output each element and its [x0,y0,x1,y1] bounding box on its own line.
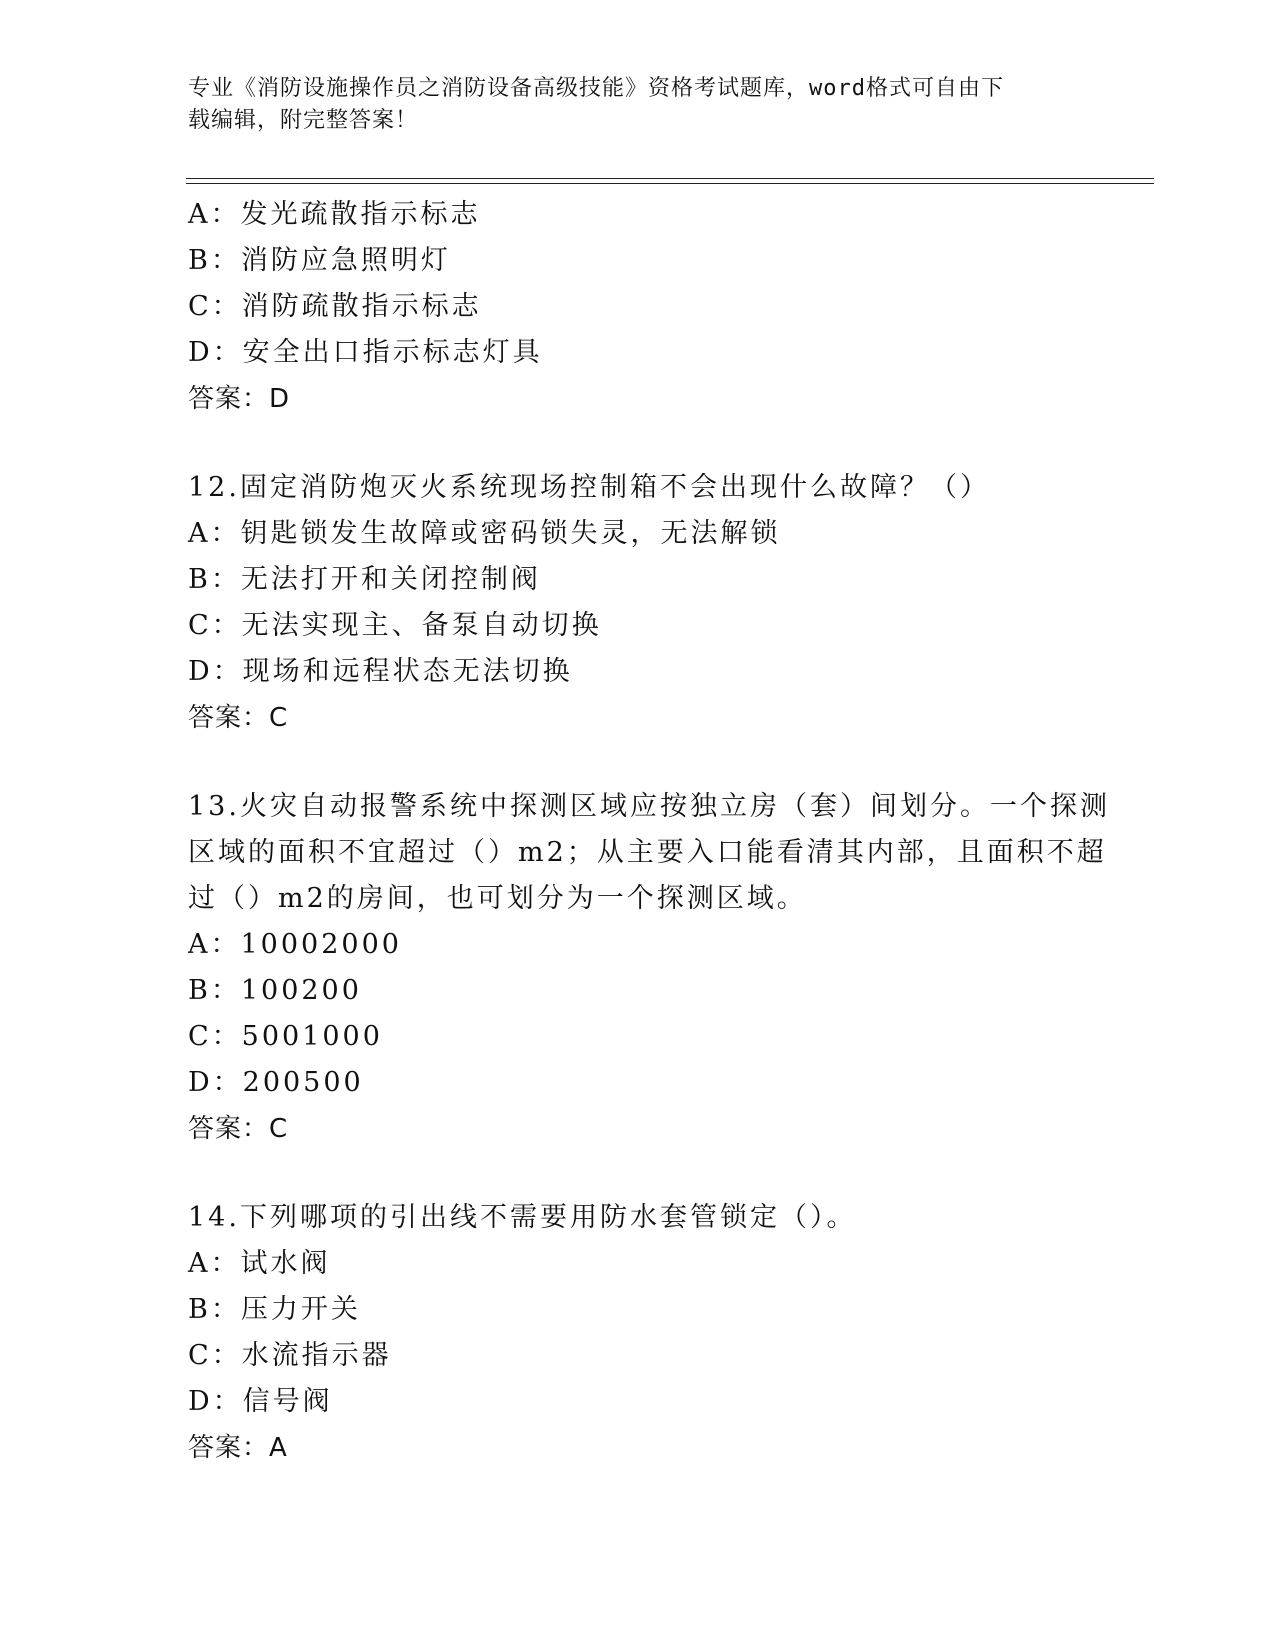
option-d: D：安全出口指示标志灯具 [188,337,543,368]
question-block-11 [188,192,1088,422]
option-c: C：5001000 [188,1021,383,1052]
question-text-line-2: 区域的面积不宜超过（）m2；从主要入口能看清其内部，且面积不超 [188,837,1107,868]
spacer [188,1152,1088,1195]
answer-line: 答案：C [188,703,289,733]
option-b: B：消防应急照明灯 [188,245,451,276]
option-c: C：消防疏散指示标志 [188,291,482,322]
option-a: A：试水阀 [188,1248,331,1279]
question-text-line-1: 13.火灾自动报警系统中探测区域应按独立房（套）间划分。一个探测 [188,791,1110,822]
header-line-2: 载编辑，附完整答案！ [188,108,419,133]
header-rule-bottom [186,183,1154,184]
option-d: D：信号阀 [188,1386,333,1417]
spacer [188,422,1088,465]
option-a: A：钥匙锁发生故障或密码锁失灵，无法解锁 [188,518,781,549]
question-block-13 [188,784,1110,1152]
answer-line: 答案：D [188,384,291,414]
option-d: D：现场和远程状态无法切换 [188,656,573,687]
answer-line: 答案：A [188,1433,288,1463]
question-block-12 [188,465,1088,741]
option-a: A：10002000 [188,929,402,960]
option-d: D：200500 [188,1067,364,1098]
option-b: B：压力开关 [188,1294,361,1325]
question-list [188,192,1110,1471]
option-a: A：发光疏散指示标志 [188,199,481,230]
question-block-14 [188,1195,1088,1471]
spacer [188,741,1088,784]
option-b: B：无法打开和关闭控制阀 [188,564,541,595]
option-c: C：无法实现主、备泵自动切换 [188,610,602,641]
option-b: B：100200 [188,975,362,1006]
document-header [188,73,1068,137]
question-text: 14.下列哪项的引出线不需要用防水套管锁定（）。 [188,1202,857,1233]
option-c: C：水流指示器 [188,1340,392,1371]
header-line-1: 专业《消防设施操作员之消防设备高级技能》资格考试题库，word格式可自由下 [188,76,1004,101]
answer-line: 答案：C [188,1114,289,1144]
question-text: 12.固定消防炮灭火系统现场控制箱不会出现什么故障？（） [188,472,990,503]
question-text-line-3: 过（）m2的房间，也可划分为一个探测区域。 [188,883,807,914]
header-rule-top [186,178,1154,179]
